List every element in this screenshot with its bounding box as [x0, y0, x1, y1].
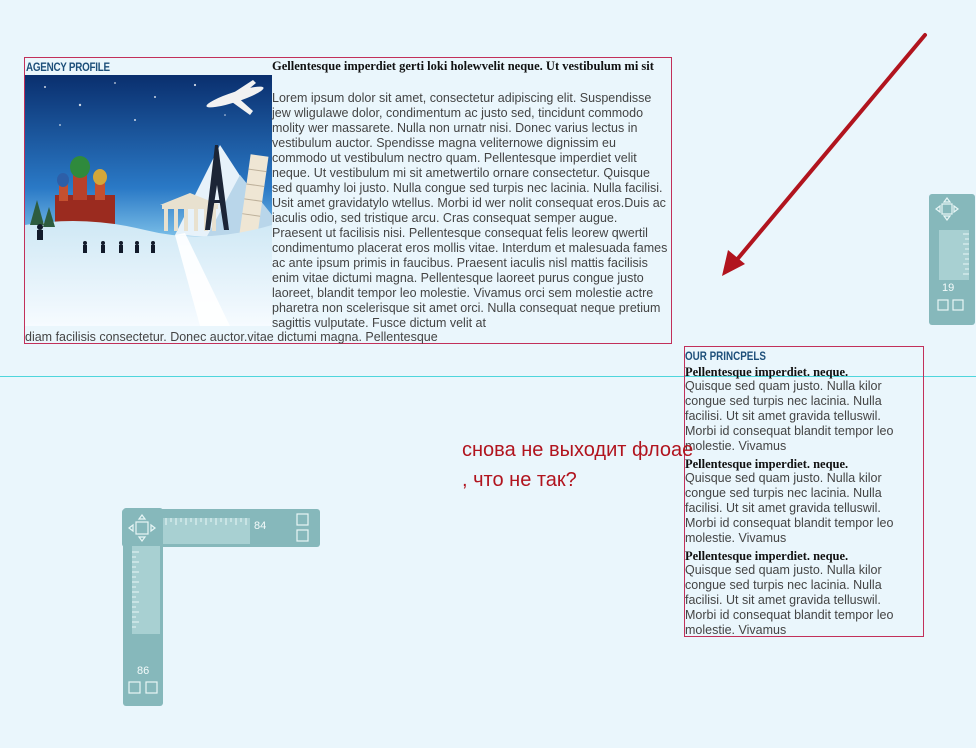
- principle-item-title: Pellentesque imperdiet. neque.: [685, 365, 849, 379]
- corner-ruler-horizontal-value: 84: [254, 520, 267, 532]
- principle-item-title: Pellentesque imperdiet. neque.: [685, 549, 849, 563]
- annotation-line-2: , что не так?: [462, 469, 577, 491]
- agency-profile-block: [24, 57, 672, 344]
- corner-ruler-vertical-value: 86: [137, 665, 150, 677]
- principle-item-title: Pellentesque imperdiet. neque.: [685, 457, 849, 471]
- principle-item-text: Quisque sed quam justo. Nulla kilor congue sed turpis nec lacinia. Nulla facilisi. Ut sit amet gravida telluswil. Morbi id consequat blandit tempor leo molestie. Vivamus: [685, 379, 894, 453]
- agency-profile-title: AGENCY PROFILE: [26, 60, 110, 74]
- principle-item-text: Quisque sed quam justo. Nulla kilor congue sed turpis nec lacinia. Nulla facilisi. Ut sit amet gravida telluswil. Morbi id consequat blandit tempor leo molestie. Vivamus: [685, 471, 894, 545]
- principles-list: [685, 365, 915, 641]
- principle-item: [685, 549, 915, 638]
- agency-heading: Gellentesque imperdiet gerti loki holewvelit neque. Ut vestibulum mi sit: [272, 59, 654, 73]
- annotation-text: [462, 435, 752, 495]
- corner-ruler-widget[interactable]: [122, 508, 322, 708]
- right-ruler-widget[interactable]: [928, 194, 976, 325]
- agency-body-tail-text: diam facilisis consectetur. Donec auctor.vitae dictumi magna. Pellentesque: [25, 330, 438, 344]
- travel-collage-image: [25, 75, 272, 326]
- principle-item-text: Quisque sed quam justo. Nulla kilor congue sed turpis nec lacinia. Nulla facilisi. Ut sit amet gravida telluswil. Morbi id consequat blandit tempor leo molestie. Vivamus: [685, 563, 894, 637]
- agency-body-text: Lorem ipsum dolor sit amet, consectetur adipiscing elit. Suspendisse jew wligulawe dolor, condimentum ac justo sed, tincidunt commodo molity wer massarete. Nulla non urnatr nisi. Donec varius lectus in vestibulum auctor. Spendisse magna veliternowe dignissim eu commodo ut vestibulum nectro quam. Pellentesque imperdiet velit neque. Ut vestibulum mi sit ametwertilo ornare consectetur. Quisque sed quamhy loi justo. Nulla congue sed turpis nec lacinia. Nulla facilisi. Usit amet gravidatylo wtellus. Morbi id wer nolit consequat eros.Duis ac iaculis odio, sed tristique arcu. Cras consequat semper augue. Praesent ut facilisis nisi. Pellentesque consequat felis leorew qwertil condimentumo placerat eros mollis vitae. Interdum et malesuada fames ac ante ipsum primis in faucibus. Praesent iaculis nisl mattis facilisis enim vitae dictumi magna. Pellentesque laoreet purus congue justo laoreet, blandit tempor leo molestie. Vivamus orci sem molestie actre pharetra non scelerisque sit amet orci. Nulla consequat neque pretium sagittis vulputate. Fusce dictum velit at: [272, 91, 668, 330]
- annotation-line-1: снова не выходит флоае: [462, 439, 694, 461]
- principles-title: OUR PRINCPELS: [685, 349, 766, 363]
- right-ruler-value: 19: [942, 282, 955, 294]
